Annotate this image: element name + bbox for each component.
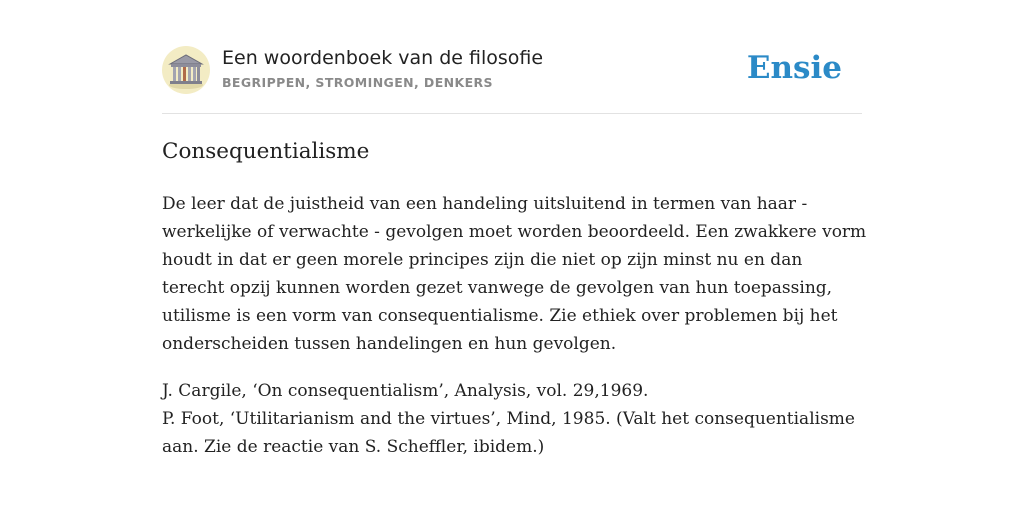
page-title: Consequentialisme <box>162 139 370 164</box>
reference-item: P. Foot, ‘Utilitarianism and the virtues’, Mind, 1985. (Valt het consequentialisme aan. Zie de reactie van S. Scheffler, ibidem.) <box>162 409 855 457</box>
site-subtitle: BEGRIPPEN, STROMINGEN, DENKERS <box>222 75 493 90</box>
site-header <box>162 44 862 98</box>
definition-text: De leer dat de juistheid van een handeling uitsluitend in termen van haar - werkelijke of verwachte - gevolgen moet worden beoordeeld. Een zwakkere vorm houdt in dat er geen morele principes zijn die niet op zijn minst nu en dan terecht opzij kunnen worden gezet vanwege de gevolgen van hun toepassing, utilisme is een vorm van consequentialisme. Zie ethiek over problemen bij het onderscheiden tussen handelingen en hun gevolgen. <box>162 194 867 354</box>
site-title[interactable]: Een woordenboek van de filosofie <box>222 47 544 69</box>
brand-logo-link[interactable]: Ensie <box>746 50 842 86</box>
reference-item: J. Cargile, ‘On consequentialism’, Analysis, vol. 29,1969. <box>162 381 649 401</box>
header-divider <box>162 113 862 114</box>
references <box>162 377 868 461</box>
greek-temple-icon[interactable] <box>162 46 210 94</box>
